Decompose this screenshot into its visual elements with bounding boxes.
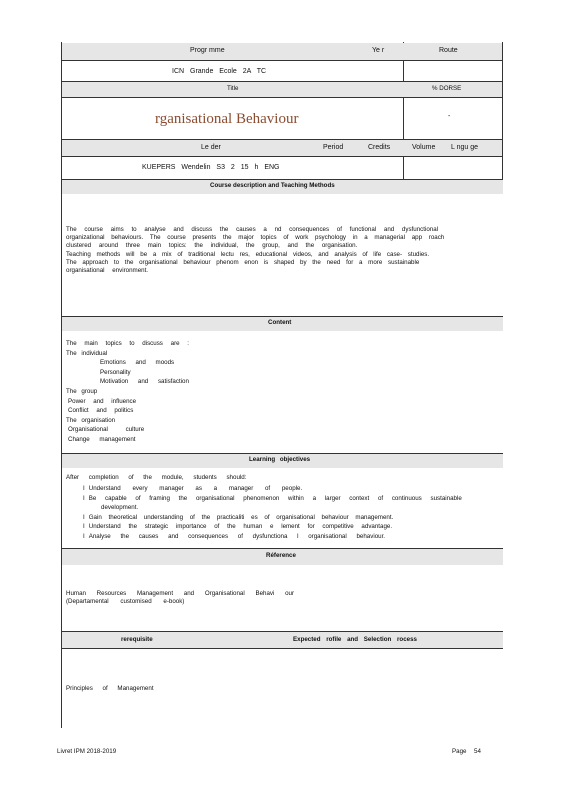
expected-profile-heading: Expected rofile and Selection rocess bbox=[293, 636, 417, 643]
objective-item bbox=[83, 484, 493, 494]
description-line: organizational behaviours. The course presents the major topics of work psychology in a managerial app roach bbox=[66, 234, 445, 242]
header-line-3 bbox=[62, 97, 502, 98]
course-title: rganisational Behaviour bbox=[155, 111, 299, 127]
bullet-icon: I bbox=[83, 513, 85, 521]
reference-heading: Réference bbox=[266, 552, 296, 559]
description-text bbox=[66, 226, 496, 275]
objective-text: development. bbox=[101, 504, 139, 512]
footer-left: Livret IPM 2018-2019 bbox=[57, 748, 117, 755]
objectives-heading: Learning objectives bbox=[249, 456, 311, 463]
content-line: Conflict and politics bbox=[68, 407, 134, 415]
header-line-2 bbox=[62, 81, 502, 82]
content-heading: Content bbox=[268, 319, 292, 326]
reference-text bbox=[66, 590, 294, 606]
description-line: clustered around three main topics: the individual, the group, and the organisation. bbox=[66, 242, 358, 250]
description-line: The approach to the organisational behaviour phenom enon is shaped by the need for a more sustainable bbox=[66, 258, 420, 266]
content-line: Change management bbox=[68, 435, 136, 443]
objective-item bbox=[83, 503, 493, 513]
objective-item bbox=[83, 513, 493, 523]
content-line: Motivation and satisfaction bbox=[100, 378, 189, 386]
content-line: Emotions and moods bbox=[100, 359, 175, 367]
title-label: Title bbox=[227, 85, 239, 92]
prerequisite-line: Principles of Management bbox=[66, 685, 154, 692]
bullet-icon: I bbox=[83, 532, 85, 540]
header-row-leader bbox=[62, 139, 502, 156]
year-label: Ye r bbox=[372, 47, 385, 54]
bullet-icon: I bbox=[83, 485, 85, 492]
content-line: Organisational culture bbox=[68, 426, 145, 434]
objective-item bbox=[83, 532, 493, 542]
programme-value: ICN Grande Ecole 2A TC bbox=[172, 68, 267, 75]
objectives-intro: After completion of the module, students should: bbox=[66, 474, 247, 481]
header-row-programme bbox=[62, 43, 502, 60]
header-line-4 bbox=[62, 139, 502, 140]
content-line: Power and influence bbox=[68, 397, 137, 405]
content-line: The individual bbox=[66, 349, 108, 357]
leader-value: KUEPERS Wendelin S3 2 15 h ENG bbox=[142, 164, 280, 171]
right-border bbox=[502, 42, 503, 182]
footer-page-label: Page bbox=[452, 748, 467, 755]
objective-text: Understand every manager as a manager of people. bbox=[88, 485, 303, 492]
description-line: Teaching methods will be a mix of traditional lectu res, educational videos, and analysis of life case- studies. bbox=[66, 250, 430, 258]
description-heading: Course description and Teaching Methods bbox=[210, 182, 335, 189]
divider-right-col bbox=[403, 42, 404, 179]
prerequisite-bottom-line bbox=[62, 648, 503, 649]
footer-page-number: 54 bbox=[474, 748, 481, 755]
content-list bbox=[66, 339, 486, 445]
period-label: Period bbox=[323, 144, 344, 151]
content-line: The main topics to discuss are : bbox=[66, 340, 190, 347]
objective-text: Understand the strategic importance of the human e lement for competitive advantage. bbox=[88, 523, 393, 531]
bullet-icon: I bbox=[83, 494, 85, 502]
objective-text: Be capable of framing the organisational phenomenon within a larger context of continuous sustainable bbox=[88, 494, 462, 502]
header-line-1 bbox=[62, 60, 502, 61]
content-line: The group bbox=[66, 387, 98, 395]
volume-label: Volume bbox=[412, 144, 436, 151]
objective-item bbox=[83, 494, 493, 504]
reference-line: (Departamental customised e-book) bbox=[66, 598, 185, 606]
programme-label: Progr mme bbox=[190, 47, 225, 54]
content-line: The organisation bbox=[66, 416, 116, 424]
credits-label: Credits bbox=[368, 144, 391, 151]
reference-line: Human Resources Management and Organisational Behavi our bbox=[66, 590, 295, 597]
route-label: Route bbox=[439, 47, 458, 54]
description-line: The course aims to analyse and discuss the causes a nd consequences of functional and dysfunctional bbox=[66, 226, 439, 233]
objective-text: Analyse the causes and consequences of dysfunctiona l organisational behaviour. bbox=[88, 532, 386, 540]
dorse-label: % DORSE bbox=[432, 85, 462, 92]
prerequisite-heading: rerequisite bbox=[121, 636, 153, 643]
objectives-list bbox=[83, 484, 493, 542]
leader-label: Le der bbox=[201, 144, 221, 151]
description-line: organisational environment. bbox=[66, 267, 149, 275]
objective-text: Gain theoretical understanding of the practicaliti es of organisational behaviour management. bbox=[88, 513, 394, 521]
dorse-value: - bbox=[448, 113, 451, 120]
bullet-icon: I bbox=[83, 523, 85, 531]
content-line: Personality bbox=[100, 368, 131, 376]
prerequisite-text bbox=[66, 685, 154, 693]
objective-item bbox=[83, 522, 493, 532]
language-label: L ngu ge bbox=[451, 144, 478, 151]
header-line-5 bbox=[62, 156, 502, 157]
